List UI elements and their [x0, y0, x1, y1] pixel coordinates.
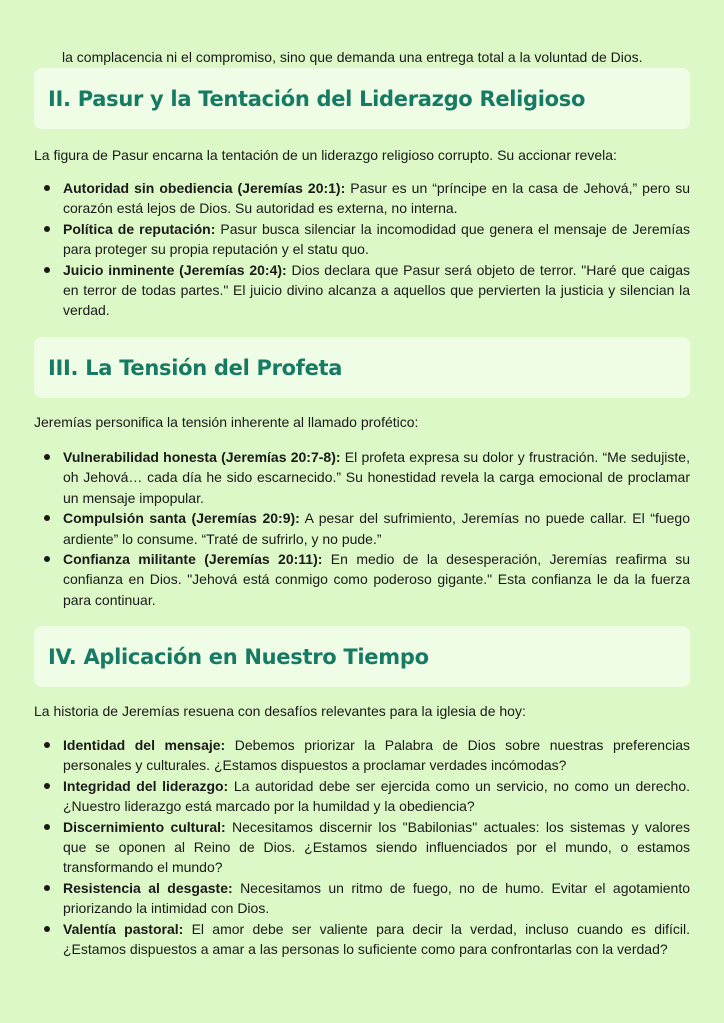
bullet-icon — [44, 926, 50, 932]
item-text: Necesitamos discernir los "Babilonias" actuales: los sistemas y valores que se oponen al Reino de Dios. ¿Estamos siendo influenciados por el mundo, o estamos transformando el mundo? — [63, 818, 691, 876]
bullet-icon — [44, 556, 50, 562]
list-item — [63, 260, 690, 321]
item-label: Política de reputación: — [63, 220, 216, 237]
item-label: Identidad del mensaje: — [63, 737, 226, 753]
bullet-icon — [44, 824, 50, 830]
section-lead: Jeremías personifica la tensión inherente al llamado profético: — [34, 414, 419, 430]
list-item — [63, 735, 690, 776]
bullet-icon — [44, 226, 50, 232]
bullet-icon — [44, 515, 50, 521]
item-label: Compulsión santa (Jeremías 20:9): — [63, 510, 300, 527]
item-text: Pasur busca silenciar la incomodidad que genera el mensaje de Jeremías para proteger su propia reputación y el statu quo. — [63, 220, 690, 258]
item-label: Vulnerabilidad honesta (Jeremías 20:7-8): — [63, 449, 341, 465]
item-text: Necesitamos un ritmo de fuego, no de humo. Evitar el agotamiento priorizando la intimidad con Dios. — [63, 879, 690, 917]
section-lead: La figura de Pasur encarna la tentación de un liderazgo religioso corrupto. Su accionar revela: — [34, 147, 617, 163]
section-header-aplicacion — [34, 626, 690, 687]
section-header-pasur — [34, 68, 690, 129]
list-item — [63, 878, 690, 919]
item-text: El amor debe ser valiente para decir la verdad, incluso cuando es difícil. ¿Estamos dispuestos a amar a las personas lo suficiente como para confrontarlas con la verdad? — [63, 920, 690, 958]
list-item — [63, 817, 690, 878]
item-label: Resistencia al desgaste: — [63, 879, 233, 896]
list-item — [63, 549, 690, 610]
bullet-icon — [44, 885, 50, 891]
item-label: Integridad del liderazgo: — [63, 777, 229, 794]
item-text: La autoridad debe ser ejercida como un servicio, no como un derecho. ¿Nuestro liderazgo está marcado por la humildad y la obediencia? — [63, 777, 690, 815]
item-label: Discernimiento cultural: — [63, 818, 226, 835]
section-header-tension — [34, 337, 690, 398]
list-item — [63, 178, 690, 219]
bullet-list — [34, 178, 690, 321]
bullet-icon — [44, 267, 50, 273]
item-label: Confianza militante (Jeremías 20:11): — [63, 551, 323, 568]
list-item — [63, 219, 690, 260]
item-label: Valentía pastoral: — [63, 920, 184, 937]
bullet-list — [34, 447, 690, 610]
intro-paragraph-continuation: la complacencia ni el compromiso, sino que demanda una entrega total a la voluntad de Dios. — [62, 49, 643, 65]
section-title: II. Pasur y la Tentación del Liderazgo Religioso — [48, 86, 586, 111]
item-text: Dios declara que Pasur será objeto de terror. "Haré que caigas en terror de todas partes." El juicio divino alcanza a aquellos que pervierten la justicia y silencian la verdad. — [63, 261, 690, 319]
bullet-icon — [44, 454, 50, 460]
item-text: Pasur es un “príncipe en la casa de Jehová,” pero su corazón está lejos de Dios. Su autoridad es externa, no interna. — [63, 180, 690, 217]
section-title: III. La Tensión del Profeta — [48, 355, 343, 380]
item-label: Autoridad sin obediencia (Jeremías 20:1): — [63, 180, 346, 196]
item-text: A pesar del sufrimiento, Jeremías no puede callar. El “fuego ardiente” lo consume. “Traté de sufrirlo, y no pude.” — [63, 510, 690, 547]
list-item — [63, 919, 690, 960]
list-item — [63, 508, 690, 549]
item-text: Debemos priorizar la Palabra de Dios sobre nuestras preferencias personales y culturales. ¿Estamos dispuestos a proclamar verdades incómodas? — [63, 737, 690, 774]
section-title: IV. Aplicación en Nuestro Tiempo — [48, 644, 429, 669]
bullet-list — [34, 735, 690, 959]
item-text: El profeta expresa su dolor y frustración. “Me sedujiste, oh Jehová… cada día he sido escarnecido.” Su honestidad revela la carga emocional de proclamar un mensaje impopular. — [63, 449, 690, 506]
item-label: Juicio inminente (Jeremías 20:4): — [63, 261, 287, 278]
item-text: En medio de la desesperación, Jeremías reafirma su confianza en Dios. "Jehová está conmigo como poderoso gigante." Esta confianza le da la fuerza para continuar. — [63, 551, 690, 608]
bullet-icon — [44, 185, 50, 191]
section-lead: La historia de Jeremías resuena con desafíos relevantes para la iglesia de hoy: — [34, 703, 526, 719]
list-item — [63, 776, 690, 817]
bullet-icon — [44, 742, 50, 748]
list-item — [63, 447, 690, 508]
bullet-icon — [44, 783, 50, 789]
